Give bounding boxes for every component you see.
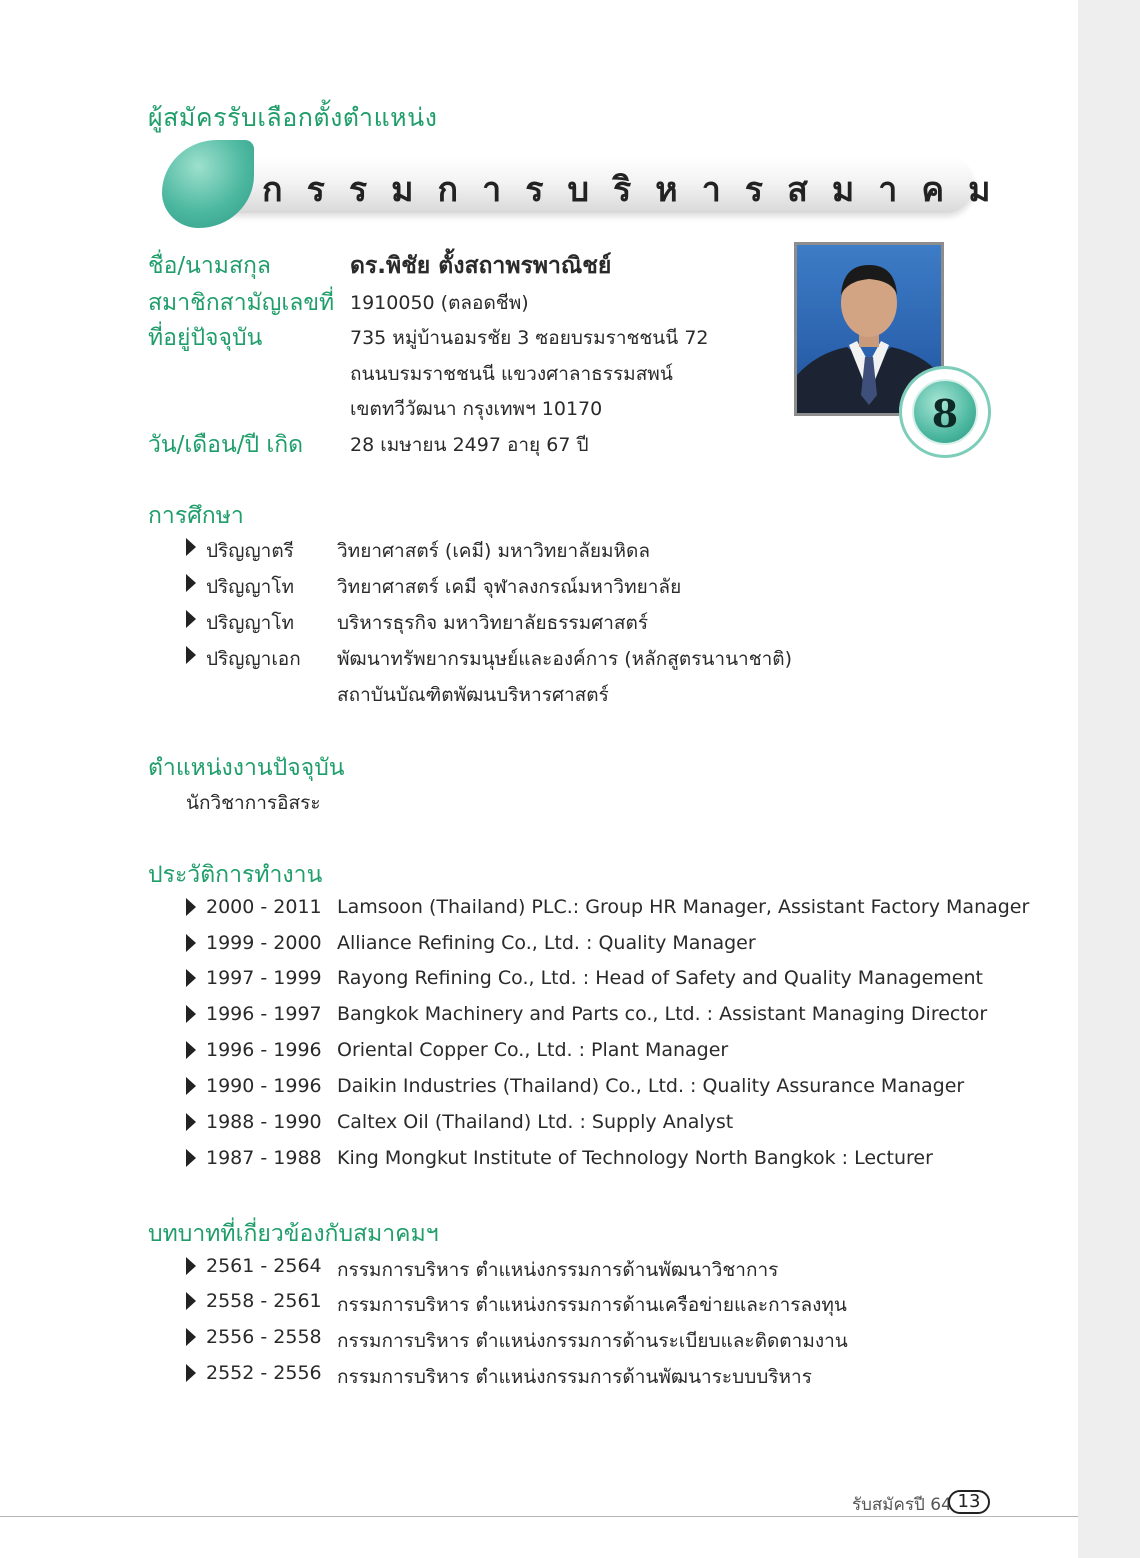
- bullet-icon: [186, 610, 196, 628]
- role-detail: กรรมการบริหาร ตำแหน่งกรรมการด้านพัฒนาระบบบริหาร: [337, 1366, 812, 1388]
- bullet-icon: [186, 1328, 196, 1346]
- work-detail: Rayong Refining Co., Ltd. : Head of Safety and Quality Management: [337, 967, 983, 989]
- list-item: [0, 1039, 1078, 1065]
- birth-value: 28 เมษายน 2497 อายุ 67 ปี: [350, 434, 589, 456]
- bullet-icon: [186, 538, 196, 556]
- address-line-1: 735 หมู่บ้านอมรชัย 3 ซอยบรมราชชนนี 72: [350, 327, 709, 349]
- work-years: 1997 - 1999: [206, 967, 322, 989]
- list-item: [0, 572, 1078, 598]
- list-item: [0, 608, 1078, 634]
- work-detail: Lamsoon (Thailand) PLC.: Group HR Manager, Assistant Factory Manager: [337, 896, 1030, 918]
- work-detail: Caltex Oil (Thailand) Ltd. : Supply Analyst: [337, 1111, 734, 1133]
- candidate-number-badge: [899, 366, 991, 458]
- list-item: [0, 1147, 1078, 1173]
- list-item: [0, 967, 1078, 993]
- footer-divider: [0, 1516, 1078, 1517]
- bullet-icon: [186, 1041, 196, 1059]
- bullet-icon: [186, 1257, 196, 1275]
- leaf-icon: [162, 140, 254, 228]
- badge-circle: [912, 379, 978, 445]
- work-detail: Daikin Industries (Thailand) Co., Ltd. : Quality Assurance Manager: [337, 1075, 965, 1097]
- birth-label: วัน/เดือน/ปี เกิด: [148, 432, 304, 458]
- list-item: [0, 1255, 1078, 1281]
- member-label: สมาชิกสามัญเลขที่: [148, 290, 335, 316]
- address-line-2: ถนนบรมราชชนนี แขวงศาลาธรรมสพน์: [350, 363, 673, 385]
- work-detail: King Mongkut Institute of Technology North Bangkok : Lecturer: [337, 1147, 933, 1169]
- education-title: การศึกษา: [148, 503, 244, 529]
- list-item: [0, 896, 1078, 922]
- member-value: 1910050 (ตลอดชีพ): [350, 292, 529, 314]
- current-position-value: นักวิชาการอิสระ: [186, 792, 321, 814]
- bullet-icon: [186, 898, 196, 916]
- bullet-icon: [186, 1005, 196, 1023]
- role-years: 2558 - 2561: [206, 1290, 322, 1312]
- bullet-icon: [186, 934, 196, 952]
- list-item: [0, 680, 1078, 706]
- list-item: [0, 932, 1078, 958]
- name-label: ชื่อ/นามสกุล: [148, 253, 272, 279]
- bullet-icon: [186, 1113, 196, 1131]
- page-side-strip: [1078, 0, 1140, 1558]
- bullet-icon: [186, 1292, 196, 1310]
- list-item: [0, 1362, 1078, 1388]
- bullet-icon: [186, 646, 196, 664]
- bullet-icon: [186, 1149, 196, 1167]
- association-roles-title: บทบาทที่เกี่ยวข้องกับสมาคมฯ: [148, 1221, 439, 1247]
- list-item: [0, 1290, 1078, 1316]
- education-degree: ปริญญาโท: [206, 576, 295, 598]
- work-detail: Alliance Refining Co., Ltd. : Quality Manager: [337, 932, 756, 954]
- role-years: 2556 - 2558: [206, 1326, 322, 1348]
- education-detail: วิทยาศาสตร์ เคมี จุฬาลงกรณ์มหาวิทยาลัย: [337, 576, 682, 598]
- role-detail: กรรมการบริหาร ตำแหน่งกรรมการด้านเครือข่ายและการลงทุน: [337, 1294, 847, 1316]
- work-years: 1996 - 1996: [206, 1039, 322, 1061]
- bullet-icon: [186, 574, 196, 592]
- role-years: 2561 - 2564: [206, 1255, 322, 1277]
- role-detail: กรรมการบริหาร ตำแหน่งกรรมการด้านระเบียบและติดตามงาน: [337, 1330, 848, 1352]
- title-banner: [162, 140, 1015, 230]
- page-subtitle: ผู้สมัครรับเลือกตั้งตำแหน่ง: [148, 103, 438, 132]
- work-years: 2000 - 2011: [206, 896, 322, 918]
- bullet-icon: [186, 1364, 196, 1382]
- education-detail-continued: สถาบันบัณฑิตพัฒนบริหารศาสตร์: [337, 684, 609, 706]
- list-item: [0, 536, 1078, 562]
- work-years: 1996 - 1997: [206, 1003, 322, 1025]
- education-detail: บริหารธุรกิจ มหาวิทยาลัยธรรมศาสตร์: [337, 612, 649, 634]
- work-years: 1999 - 2000: [206, 932, 322, 954]
- work-detail: Bangkok Machinery and Parts co., Ltd. : Assistant Managing Director: [337, 1003, 988, 1025]
- banner-title: กรรมการบริหารสมาคม: [262, 170, 1015, 210]
- education-detail: วิทยาศาสตร์ (เคมี) มหาวิทยาลัยมหิดล: [337, 540, 651, 562]
- address-label: ที่อยู่ปัจจุบัน: [148, 325, 263, 351]
- list-item: [0, 1003, 1078, 1029]
- current-position-title: ตำแหน่งงานปัจจุบัน: [148, 755, 345, 781]
- role-years: 2552 - 2556: [206, 1362, 322, 1384]
- education-detail: พัฒนาทรัพยากรมนุษย์และองค์การ (หลักสูตรนานาชาติ): [337, 648, 793, 670]
- bullet-icon: [186, 969, 196, 987]
- work-history-title: ประวัติการทำงาน: [148, 862, 323, 888]
- page-number: 13: [948, 1490, 990, 1514]
- work-detail: Oriental Copper Co., Ltd. : Plant Manager: [337, 1039, 729, 1061]
- education-degree: ปริญญาเอก: [206, 648, 301, 670]
- work-years: 1988 - 1990: [206, 1111, 322, 1133]
- list-item: [0, 1326, 1078, 1352]
- role-detail: กรรมการบริหาร ตำแหน่งกรรมการด้านพัฒนาวิชาการ: [337, 1259, 779, 1281]
- list-item: [0, 1111, 1078, 1137]
- education-degree: ปริญญาตรี: [206, 540, 294, 562]
- education-degree: ปริญญาโท: [206, 612, 295, 634]
- name-value: ดร.พิชัย ตั้งสถาพรพาณิชย์: [350, 253, 612, 279]
- list-item: [0, 644, 1078, 670]
- address-line-3: เขตทวีวัฒนา กรุงเทพฯ 10170: [350, 398, 603, 420]
- bullet-icon: [186, 1077, 196, 1095]
- candidate-number: 8: [931, 391, 959, 436]
- list-item: [0, 1075, 1078, 1101]
- work-years: 1990 - 1996: [206, 1075, 322, 1097]
- footer-text: รับสมัครปี 64: [852, 1495, 952, 1515]
- work-years: 1987 - 1988: [206, 1147, 322, 1169]
